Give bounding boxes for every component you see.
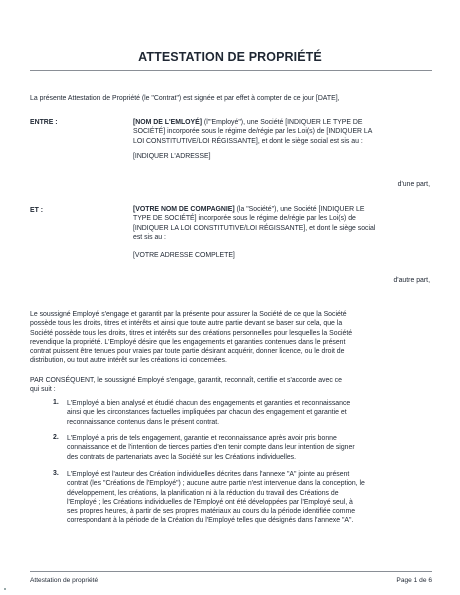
- body-line: possède tous les droits, titres et intérêts et ainsi que toute autre partie devant se baser sur cela, que la: [30, 320, 343, 328]
- party1-line3: LOI CONSTITUTIVE/LOI RÉGISSANTE], et dont le siège social est sis au :: [133, 137, 363, 145]
- party1-block: [133, 118, 430, 146]
- body-paragraph: [30, 310, 432, 366]
- item-line: l'Employé ; les Créations individuelles de l'Employé ont été développées par l'Employé seul, à: [67, 498, 353, 506]
- party1-address: [INDIQUER L'ADRESSE]: [133, 153, 211, 160]
- item-number: 3.: [53, 470, 59, 477]
- consequent-paragraph: [30, 376, 432, 395]
- item-number: 2.: [53, 434, 59, 441]
- item-line: L'Employé a pris de tels engagement, garantie et reconnaissance après avoir pris bonne: [67, 435, 337, 442]
- party2-name: [VOTRE NOM DE COMPAGNIE]: [133, 206, 235, 213]
- party2-line3: [INDIQUER LA LOI CONSTITUTIVE/LOI RÉGISSANTE], et dont le siège social: [133, 224, 376, 232]
- party2-line2: TYPE DE SOCIÉTÉ] incorporée sous le régime de/régie par les Loi(s) de: [133, 215, 356, 223]
- item-line: ses propres heures, à partir de ses propres matériaux au cours du la période identifiée comme: [67, 508, 356, 516]
- body-line: Société possède tous les droits, titres et intérêts sur des créations personnelles pour lesquelles la Société: [30, 329, 353, 337]
- party2-address: [VOTRE ADRESSE COMPLETE]: [133, 252, 235, 259]
- party1-line2: SOCIÉTÉ] incorporée sous le régime de/régie par les Loi(s) de [INDIQUER LA: [133, 128, 373, 136]
- item-text: [67, 470, 432, 526]
- corner-mark: [4, 588, 6, 590]
- item-number: 1.: [53, 399, 59, 406]
- party2-closing: d'autre part,: [393, 277, 430, 284]
- item-line: reconnaissance contenus dans le présent contrat.: [67, 418, 220, 426]
- footer-divider: [30, 571, 432, 572]
- party2-line1-rest: (la "Société"), une Société [INDIQUER LE: [234, 206, 365, 213]
- party1-line1: [133, 118, 430, 127]
- body-line: distribution, ou tout autre intérêt sur les créations ici concernées.: [30, 357, 227, 365]
- party2-line1: [133, 205, 430, 214]
- item-line: L'Employé est l'auteur des Création individuelles décrites dans l'annexe "A" jointe au présent: [67, 471, 350, 478]
- item-line: ainsi que les circonstances factuelles impliquées par chacun des engagement et garantie et: [67, 409, 347, 417]
- footer-page-number: Page 1 de 6: [396, 577, 432, 584]
- item-line: contrat (les "Créations de l'Employé") ; aucune autre partie n'est intervenue dans la conception, le: [67, 480, 365, 488]
- body-line: revendique la propriété. L'Employé désire que les engagements et garanties contenues dans le présent: [30, 338, 346, 346]
- item-text: [67, 434, 432, 462]
- item-line: des contrats de partenariats avec la Société sur les Créations individuelles.: [67, 453, 297, 461]
- body-line: contrat puissent être tenues pour vraies par toute partie désirant acquérir, donner licence, ou le droit de: [30, 348, 345, 356]
- item-line: connaissance et de l'intention de tierces parties d'en tenir compte dans leur intention de signer: [67, 444, 355, 452]
- footer-document-title: Attestation de propriété: [30, 577, 99, 584]
- party1-name: [NOM DE L'EMLOYÉ]: [133, 119, 203, 126]
- party1-label: ENTRE :: [30, 119, 58, 126]
- party2-label: ET :: [30, 207, 44, 214]
- item-line: correspondant à la période de la Création du l'Employé telles que désignés dans l'annexe "A".: [67, 517, 354, 525]
- item-line: développement, les créations, la planification ni à la réduction du travail des Créations de: [67, 489, 339, 497]
- item-line: L'Employé a bien analysé et étudié chacun des engagements et garanties et reconnaissance: [67, 400, 351, 407]
- title-divider: [30, 70, 432, 71]
- party2-block: [133, 205, 430, 242]
- document-title: ATTESTATION DE PROPRIÉTÉ: [138, 50, 322, 64]
- intro-paragraph: La présente Attestation de Propriété (le "Contrat") est signée et par effet à compter de ce jour [DATE],: [30, 95, 340, 102]
- body-line: Le soussigné Employé s'engage et garantit par la présente pour assurer la Société de ce que la Société: [30, 311, 347, 318]
- party2-line4: est sis au :: [133, 233, 166, 241]
- consequent-line: qui suit :: [30, 386, 56, 394]
- consequent-line: PAR CONSÉQUENT, le soussigné Employé s'engage, garantit, reconnaît, certifie et s'accorde avec ce: [30, 377, 342, 384]
- item-text: [67, 399, 432, 427]
- party1-line1-rest: (l'"Employé"), une Société [INDIQUER LE TYPE DE: [202, 119, 363, 126]
- party1-closing: d'une part,: [397, 181, 430, 188]
